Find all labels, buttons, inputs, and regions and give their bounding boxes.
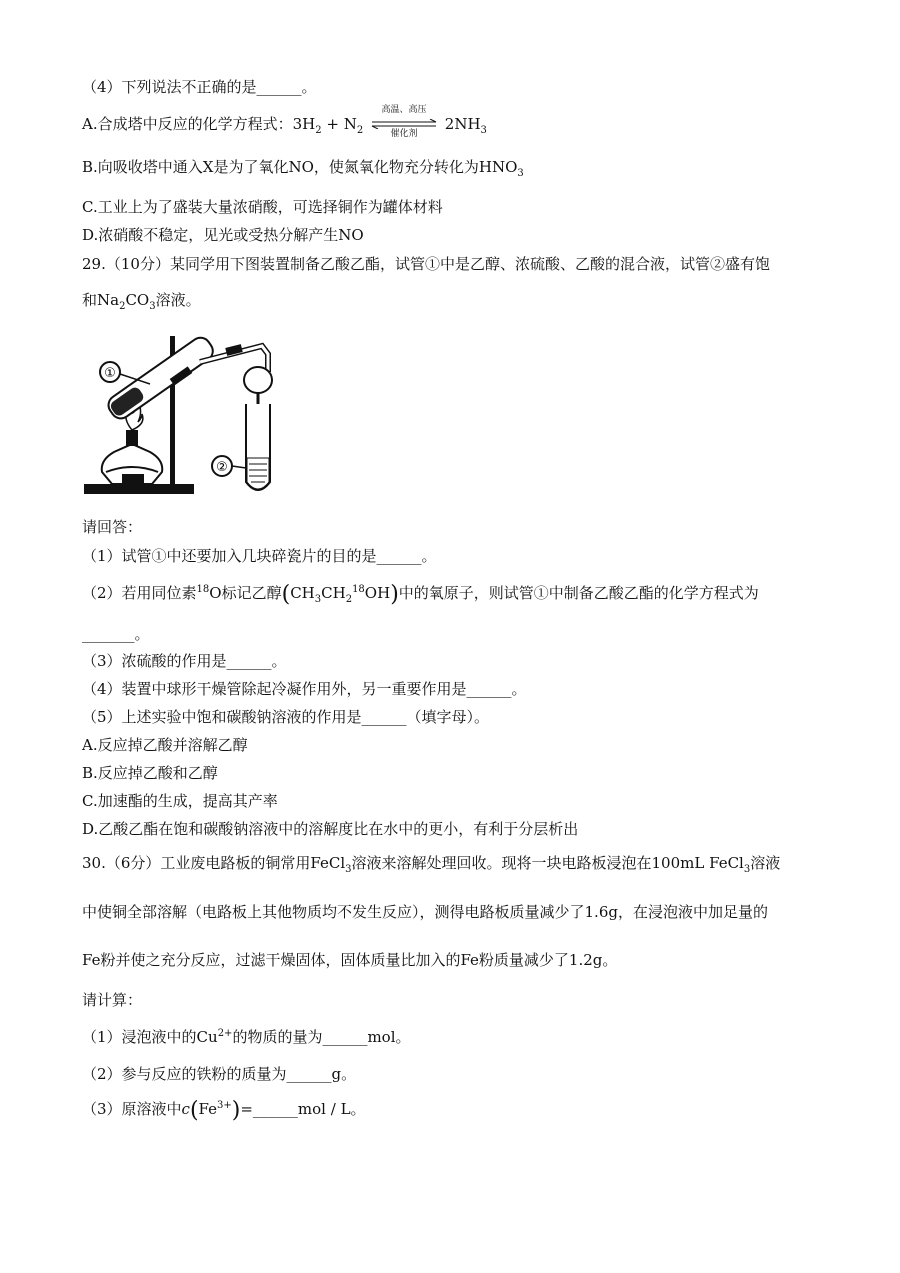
- subscript: 2: [356, 125, 364, 136]
- subscript: 2: [345, 594, 353, 605]
- q29-answer-prompt: 请回答：: [82, 518, 143, 536]
- part-2-text: O标记乙醇: [209, 584, 282, 602]
- q29-part-2-line2: _______。: [82, 625, 150, 643]
- subscript: 3: [314, 594, 322, 605]
- q28-4-stem: （4）下列说法不正确的是______。: [82, 78, 317, 96]
- subscript: 3: [743, 864, 751, 875]
- q30-calc-1: [82, 1027, 411, 1047]
- subscript: 2: [315, 125, 322, 136]
- subscript: 3: [480, 125, 487, 136]
- calc-1-text: 的物质的量为______mol。: [232, 1028, 411, 1046]
- q29-stem-line2: [82, 290, 201, 310]
- q29-part-4: （4）装置中球形干燥管除起冷凝作用外，另一重要作用是______。: [82, 680, 527, 698]
- q30-calc-3: （3）原溶液中$c(Fe^{3+})=\_\_\_\_\_\_mol / L$。: [82, 1098, 366, 1123]
- formula-h2: 3H: [292, 115, 316, 133]
- superscript: 18: [196, 584, 210, 595]
- part-2-text: （2）若用同位素: [82, 584, 197, 602]
- stand-base: [84, 484, 194, 494]
- q30-text: 溶液来溶解处理回收。现将一块电路板浸泡在100mL FeCl: [351, 854, 744, 872]
- drying-tube-bulb: [244, 367, 272, 393]
- q30-text: 溶液: [750, 854, 781, 872]
- q30-line2: 中使铜全部溶解（电路板上其他物质均不发生反应），测得电路板质量减少了1.6g，在浸泡液中加足量的: [82, 903, 768, 921]
- q28-4-option-a: [82, 105, 487, 139]
- q28-4-option-c: C.工业上为了盛装大量浓硝酸，可选择铜作为罐体材料: [82, 198, 443, 216]
- q29-stem-line1: 29.（10分）某同学用下图装置制备乙酸乙酯，试管①中是乙醇、浓硫酸、乙酸的混合液，试管②盛有饱: [82, 255, 770, 273]
- stem-text: 溶液。: [155, 291, 201, 309]
- q30-text: 30.（6分）工业废电路板的铜常用FeCl: [82, 854, 346, 872]
- calc-1-text: （1）浸泡液中的Cu: [82, 1028, 218, 1046]
- q30-line3: Fe粉并使之充分反应，过滤干燥固体，固体质量比加入的Fe粉质量减少了1.2g。: [82, 951, 618, 969]
- subscript: 3: [149, 301, 156, 312]
- q29-option-a: A.反应掉乙酸并溶解乙醇: [82, 736, 248, 754]
- q30-calc-2: （2）参与反应的铁粉的质量为______g。: [82, 1065, 357, 1083]
- q29-option-d: D.乙酸乙酯在饱和碳酸钠溶液中的溶解度比在水中的更小，有利于分层析出: [82, 820, 579, 838]
- ethanol-formula: CH: [290, 584, 315, 602]
- superscript: 2+: [217, 1028, 233, 1039]
- stem-text: 和Na: [82, 291, 120, 309]
- q30-line1: [82, 853, 780, 873]
- q28-4-option-b: [82, 157, 524, 177]
- arrow-condition-bottom: 催化剂: [390, 129, 418, 139]
- calc-3-text: =______mol / L。: [240, 1100, 366, 1118]
- part-2-text: 中的氧原子，则试管①中制备乙酸乙酯的化学方程式为: [398, 584, 759, 602]
- ethanol-formula: CH: [321, 584, 346, 602]
- arrow-condition-top: 高温、高压: [381, 105, 427, 115]
- ester-apparatus-diagram: [82, 332, 282, 504]
- label-tube-1: ①: [104, 366, 116, 381]
- formula-nh3: 2NH: [444, 115, 481, 133]
- subscript: 3: [345, 864, 352, 875]
- stem-text: CO: [125, 291, 150, 309]
- lamp-neck: [126, 430, 138, 446]
- label-tube-2: ②: [216, 460, 228, 475]
- q28-4-option-d: D.浓硝酸不稳定，见光或受热分解产生NO: [82, 226, 364, 244]
- formula-n2: + N: [321, 115, 357, 133]
- subscript: 2: [119, 301, 126, 312]
- q29-option-b: B.反应掉乙酸和乙醇: [82, 764, 218, 782]
- q30-prompt: 请计算：: [82, 991, 143, 1009]
- ethanol-formula: OH: [364, 584, 391, 602]
- q29-part-3: （3）浓硫酸的作用是______。: [82, 652, 287, 670]
- q29-option-c: C.加速酯的生成，提高其产率: [82, 792, 278, 810]
- subscript: 3: [517, 168, 524, 179]
- superscript: 18: [352, 584, 365, 595]
- fe-ion: Fe: [198, 1100, 218, 1118]
- q29-part-2: （2）若用同位素$^{18}$O标记乙醇$(CH_3CH_2^{18}OH)$中的氧原子，则试管①中制备乙酸乙酯的化学方程式为: [82, 582, 759, 607]
- concentration-symbol: c: [181, 1100, 190, 1118]
- calc-3-text: （3）原溶液中: [82, 1100, 182, 1118]
- option-b-text: B.向吸收塔中通入X是为了氧化NO，使氮氧化物充分转化为HNO: [82, 158, 518, 176]
- q29-part-5: （5）上述实验中饱和碳酸钠溶液的作用是______（填字母）。: [82, 708, 490, 726]
- superscript: 3+: [217, 1100, 232, 1111]
- q29-part-1: （1）试管①中还要加入几块碎瓷片的目的是______。: [82, 547, 437, 565]
- option-a-prefix: A.合成塔中反应的化学方程式：: [82, 115, 293, 133]
- reversible-arrow-icon: [368, 105, 440, 139]
